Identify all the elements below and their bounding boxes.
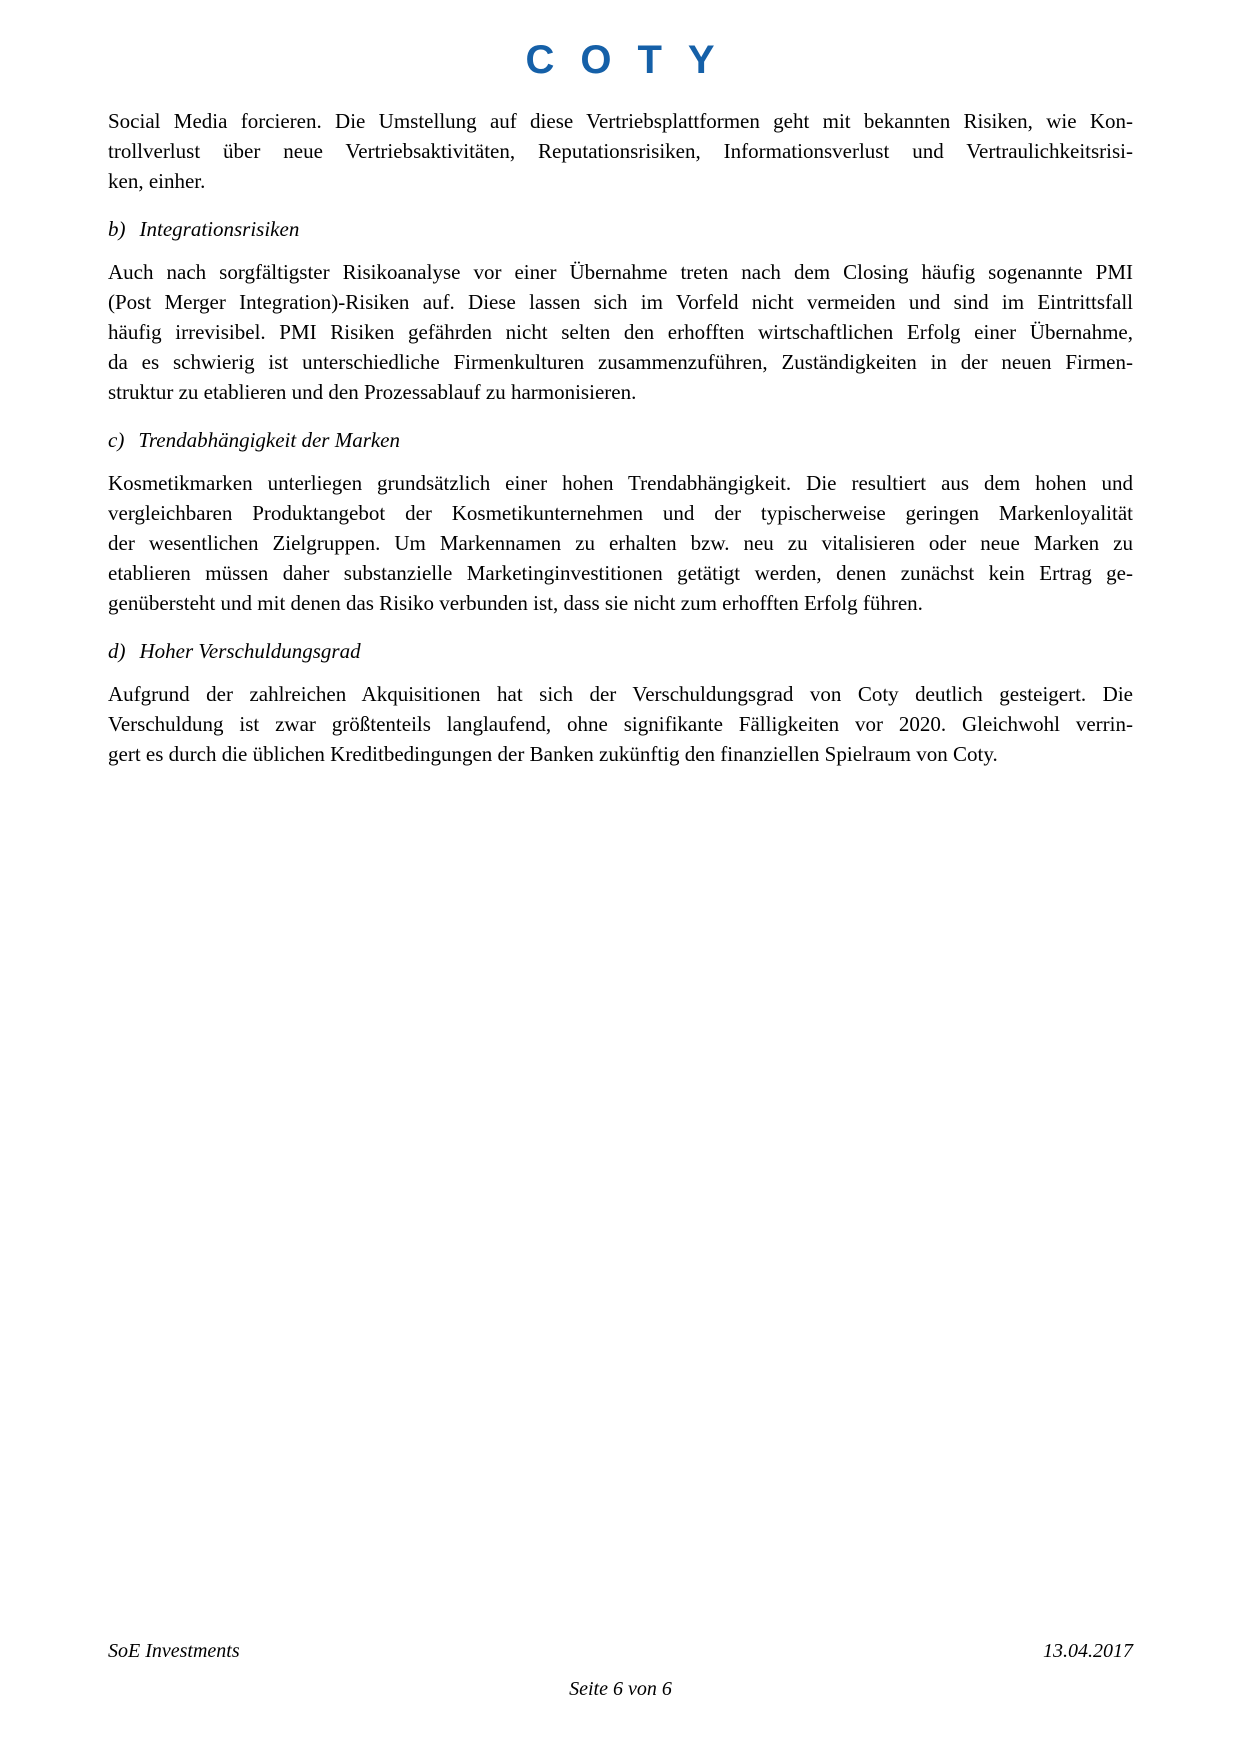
paragraph <box>108 106 1133 196</box>
section-heading-title: Trendabhängigkeit der Marken <box>138 428 401 452</box>
section-heading <box>108 214 1133 244</box>
text-line: etablieren müssen daher substanzielle Marketinginvestitionen getätigt werden, denen zunächst kein Ertrag ge- <box>108 561 1133 585</box>
section-heading-label: d) <box>108 639 126 663</box>
text-line: Social Media forcieren. Die Umstellung auf diese Vertriebsplattformen geht mit bekannten Risiken, wie Kon- <box>108 109 1133 133</box>
text-line: Aufgrund der zahlreichen Akquisitionen hat sich der Verschuldungsgrad von Coty deutlich gesteigert. Die <box>108 682 1133 706</box>
footer-page-number: Seite 6 von 6 <box>569 1678 672 1700</box>
page-footer <box>108 1638 1133 1702</box>
text-line: gert es durch die üblichen Kreditbedingungen der Banken zukünftig den finanziellen Spielraum von Coty. <box>108 742 998 766</box>
text-line: trollverlust über neue Vertriebsaktivitäten, Reputationsrisiken, Informationsverlust und Vertraulichkeitsrisi- <box>108 139 1133 163</box>
section-heading-label: c) <box>108 428 125 452</box>
section-heading-title: Integrationsrisiken <box>139 217 300 241</box>
text-line: da es schwierig ist unterschiedliche Firmenkulturen zusammenzuführen, Zuständigkeiten in der neuen Firmen- <box>108 350 1133 374</box>
text-line: (Post Merger Integration)-Risiken auf. Diese lassen sich im Vorfeld nicht vermeiden und sind im Eintrittsfall <box>108 290 1133 314</box>
section-heading <box>108 636 1133 666</box>
section-heading <box>108 425 1133 455</box>
text-line: ken, einher. <box>108 169 206 193</box>
footer-date: 13.04.2017 <box>1043 1640 1133 1662</box>
paragraph <box>108 257 1133 407</box>
section-heading-label: b) <box>108 217 126 241</box>
section-heading-title: Hoher Verschuldungsgrad <box>139 639 361 663</box>
footer-company: SoE Investments <box>108 1640 240 1662</box>
document-content <box>108 106 1133 769</box>
text-line: Verschuldung ist zwar größtenteils langlaufend, ohne signifikante Fälligkeiten vor 2020. Gleichwohl verrin- <box>108 712 1133 736</box>
paragraph <box>108 468 1133 618</box>
text-line: vergleichbaren Produktangebot der Kosmetikunternehmen und der typischerweise geringen Markenloyalität <box>108 501 1133 525</box>
text-line: genübersteht und mit denen das Risiko verbunden ist, dass sie nicht zum erhofften Erfolg führen. <box>108 591 923 615</box>
coty-logo: COTY <box>525 38 741 82</box>
text-line: Kosmetikmarken unterliegen grundsätzlich einer hohen Trendabhängigkeit. Die resultiert aus dem hohen und <box>108 471 1133 495</box>
paragraph <box>108 679 1133 769</box>
text-line: häufig irrevisibel. PMI Risiken gefährden nicht selten den erhofften wirtschaftlichen Erfolg einer Übernahme, <box>108 320 1133 344</box>
text-line: struktur zu etablieren und den Prozessablauf zu harmonisieren. <box>108 380 637 404</box>
text-line: Auch nach sorgfältigster Risikoanalyse vor einer Übernahme treten nach dem Closing häufig sogenannte PMI <box>108 260 1133 284</box>
text-line: der wesentlichen Zielgruppen. Um Markennamen zu erhalten bzw. neu zu vitalisieren oder neue Marken zu <box>108 531 1133 555</box>
